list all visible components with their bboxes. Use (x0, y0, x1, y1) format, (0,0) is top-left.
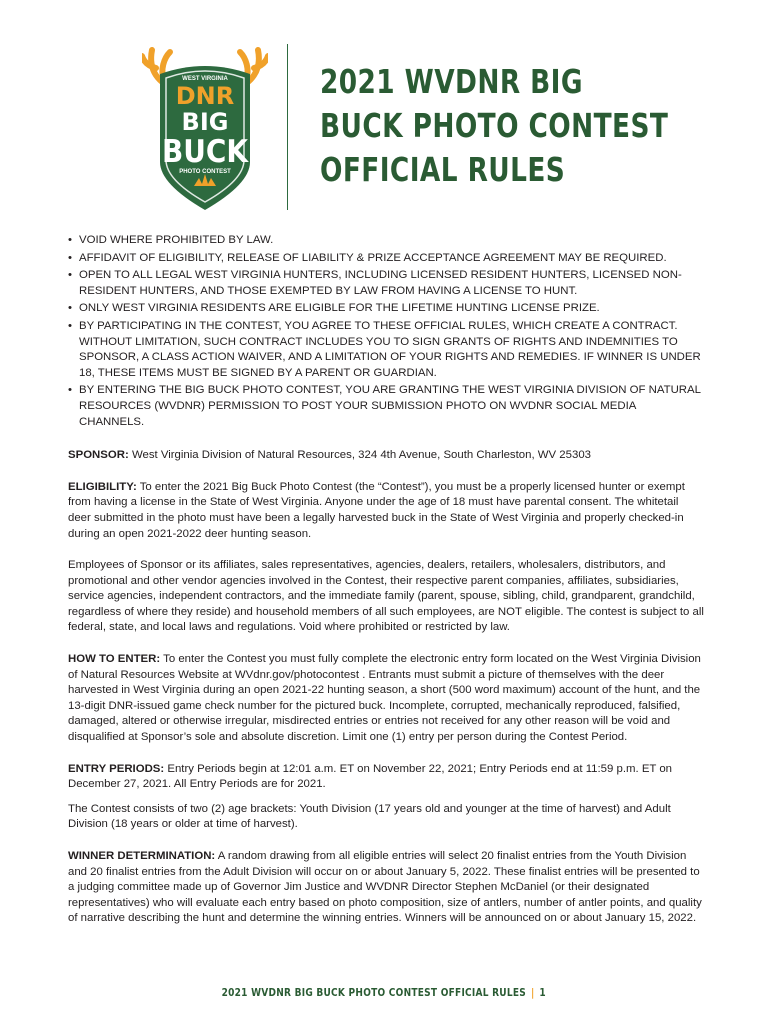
disclaimer-item: • ONLY WEST VIRGINIA RESIDENTS ARE ELIGIBLE FOR THE LIFETIME HUNTING LICENSE PRIZE. (68, 301, 704, 317)
sponsor-label: SPONSOR: (68, 449, 129, 462)
logo-buck-text: BUCK (162, 134, 249, 170)
eligibility-text: To enter the 2021 Big Buck Photo Contest (the “Contest”), you must be a properly licensed hunter or exempt from having a license in the State of West Virginia. Anyone under the age of 18 must have parental consent. The whitetail deer submitted in the photo must have been a legally harvested buck in the State of West Virginia and properly checked-in during an open 2021-2022 deer hunting season. (68, 480, 685, 540)
how-to-enter-section (68, 652, 704, 746)
logo-dnr-text: DNR (175, 82, 235, 110)
how-to-enter-text: To enter the Contest you must fully complete the electronic entry form located on the West Virginia Division of Natural Resources Website at WVdnr.gov/photocontest . Entrants must submit a picture of themselves with the deer harvested in West Virginia during an open 2021-22 hunting season, a short (500 word maximum) account of the hunt, and the 13-digit DNR-issued game check number for the pictured buck. Incomplete, corrupted, mechanically reproduced, falsified, damaged, altered or otherwise irregular, misdirected entries or entries not received for any other reason will be void and disqualified at Sponsor’s sole and absolute discretion. Limit one (1) entry per person during the Contest Period. (68, 653, 701, 744)
title-line: BUCK PHOTO CONTEST (320, 106, 669, 145)
sponsor-text: West Virginia Division of Natural Resources, 324 4th Avenue, South Charleston, WV 25303 (131, 449, 591, 462)
logo-sub-text: PHOTO CONTEST (179, 169, 231, 175)
employees-paragraph: Employees of Sponsor or its affiliates, sales representatives, agencies, dealers, retailers, wholesalers, distributors, and promotional and other vendor agencies involved in the Contest, their respective parent companies, affiliates, subsidiaries, service agencies, independent contractors, and the immediate family (parent, spouse, sibling, child, grandparent, grandchild, regardless of where they reside) and household members of all such employees, are NOT eligible. The contest is subject to all federal, state, and local laws and regulations. Void where prohibited or restricted by law. (68, 559, 704, 634)
disclaimer-item: • AFFIDAVIT OF ELIGIBILITY, RELEASE OF LIABILITY & PRIZE ACCEPTANCE AGREEMENT MAY BE REQUIRED. (68, 251, 704, 267)
sponsor-section (68, 448, 704, 464)
page-footer (0, 986, 768, 999)
age-brackets-paragraph: The Contest consists of two (2) age brackets: Youth Division (17 years old and younger at the time of harvest) and Adult Division (18 years or older at time of harvest). (68, 802, 671, 831)
winner-determination-text: A random drawing from all eligible entries will select 20 finalist entries from the Youth Division and 20 finalist entries from the Adult Division will occur on or about January 5, 2022. These finalist entries will be presented to a judging committee made up of Governor Jim Justice and WVDNR Director Stephen McDaniel (or their designated representatives) who will evaluate each entry based on photo composition, size of antlers, number of antler points, and quality of narrative describing the hunt and determine the winning entries. Winners will be announced on or about January 15, 2022. (68, 850, 702, 925)
winner-determination-section (68, 849, 704, 927)
logo-big-text: BIG (181, 108, 229, 136)
eligibility-section (68, 480, 704, 542)
entry-periods-section (68, 762, 704, 793)
disclaimer-list (68, 233, 704, 430)
how-to-enter-label: HOW TO ENTER: (68, 653, 161, 666)
page-number: 1 (539, 986, 547, 999)
page-title (320, 60, 668, 192)
disclaimer-item: • BY PARTICIPATING IN THE CONTEST, YOU AGREE TO THESE OFFICIAL RULES, WHICH CREATE A CONTRACT. WITHOUT LIMITATION, SUCH CONTRACT INCLUDES YOU TO SIGN GRANTS OF RIGHTS AND INDEMNITIES TO SPONSOR, A CLASS ACTION WAIVER, AND A LIMITATION OF YOUR RIGHTS AND REMEDIES. IF WINNER IS UNDER 18, THESE ITEMS MUST BE SIGNED BY A PARENT OR GUARDIAN. (68, 319, 704, 381)
entry-periods-text: Entry Periods begin at 12:01 a.m. ET on November 22, 2021; Entry Periods end at 11:59 p.m. ET on December 27, 2021. All Entry Periods are for 2021. (68, 762, 673, 791)
title-line: 2021 WVDNR BIG (320, 62, 583, 101)
disclaimer-item: • BY ENTERING THE BIG BUCK PHOTO CONTEST, YOU ARE GRANTING THE WEST VIRGINIA DIVISION OF NATURAL RESOURCES (WVDNR) PERMISSION TO POST YOUR SUBMISSION PHOTO ON WVDNR SOCIAL MEDIA CHANNELS. (68, 383, 704, 430)
logo-graphic (142, 44, 268, 212)
winner-determination-label: WINNER DETERMINATION: (68, 850, 216, 862)
title-line: OFFICIAL RULES (320, 150, 566, 189)
rules-body (68, 233, 704, 943)
dnr-big-buck-logo (142, 44, 268, 212)
eligibility-label: ELIGIBILITY: (68, 480, 137, 493)
disclaimer-item: • OPEN TO ALL LEGAL WEST VIRGINIA HUNTERS, INCLUDING LICENSED RESIDENT HUNTERS, LICENSED NON-RESIDENT HUNTERS, AND THOSE EXEMPTED BY LAW FROM HAVING A LICENSE TO HUNT. (68, 268, 704, 299)
disclaimer-item: • VOID WHERE PROHIBITED BY LAW. (68, 233, 704, 249)
entry-periods-label: ENTRY PERIODS: (68, 762, 165, 775)
header-divider (287, 44, 288, 210)
logo-state-text: WEST VIRGINIA (182, 76, 228, 82)
footer-title: 2021 WVDNR BIG BUCK PHOTO CONTEST OFFICIAL RULES (221, 986, 527, 999)
footer-separator: | (531, 986, 535, 999)
